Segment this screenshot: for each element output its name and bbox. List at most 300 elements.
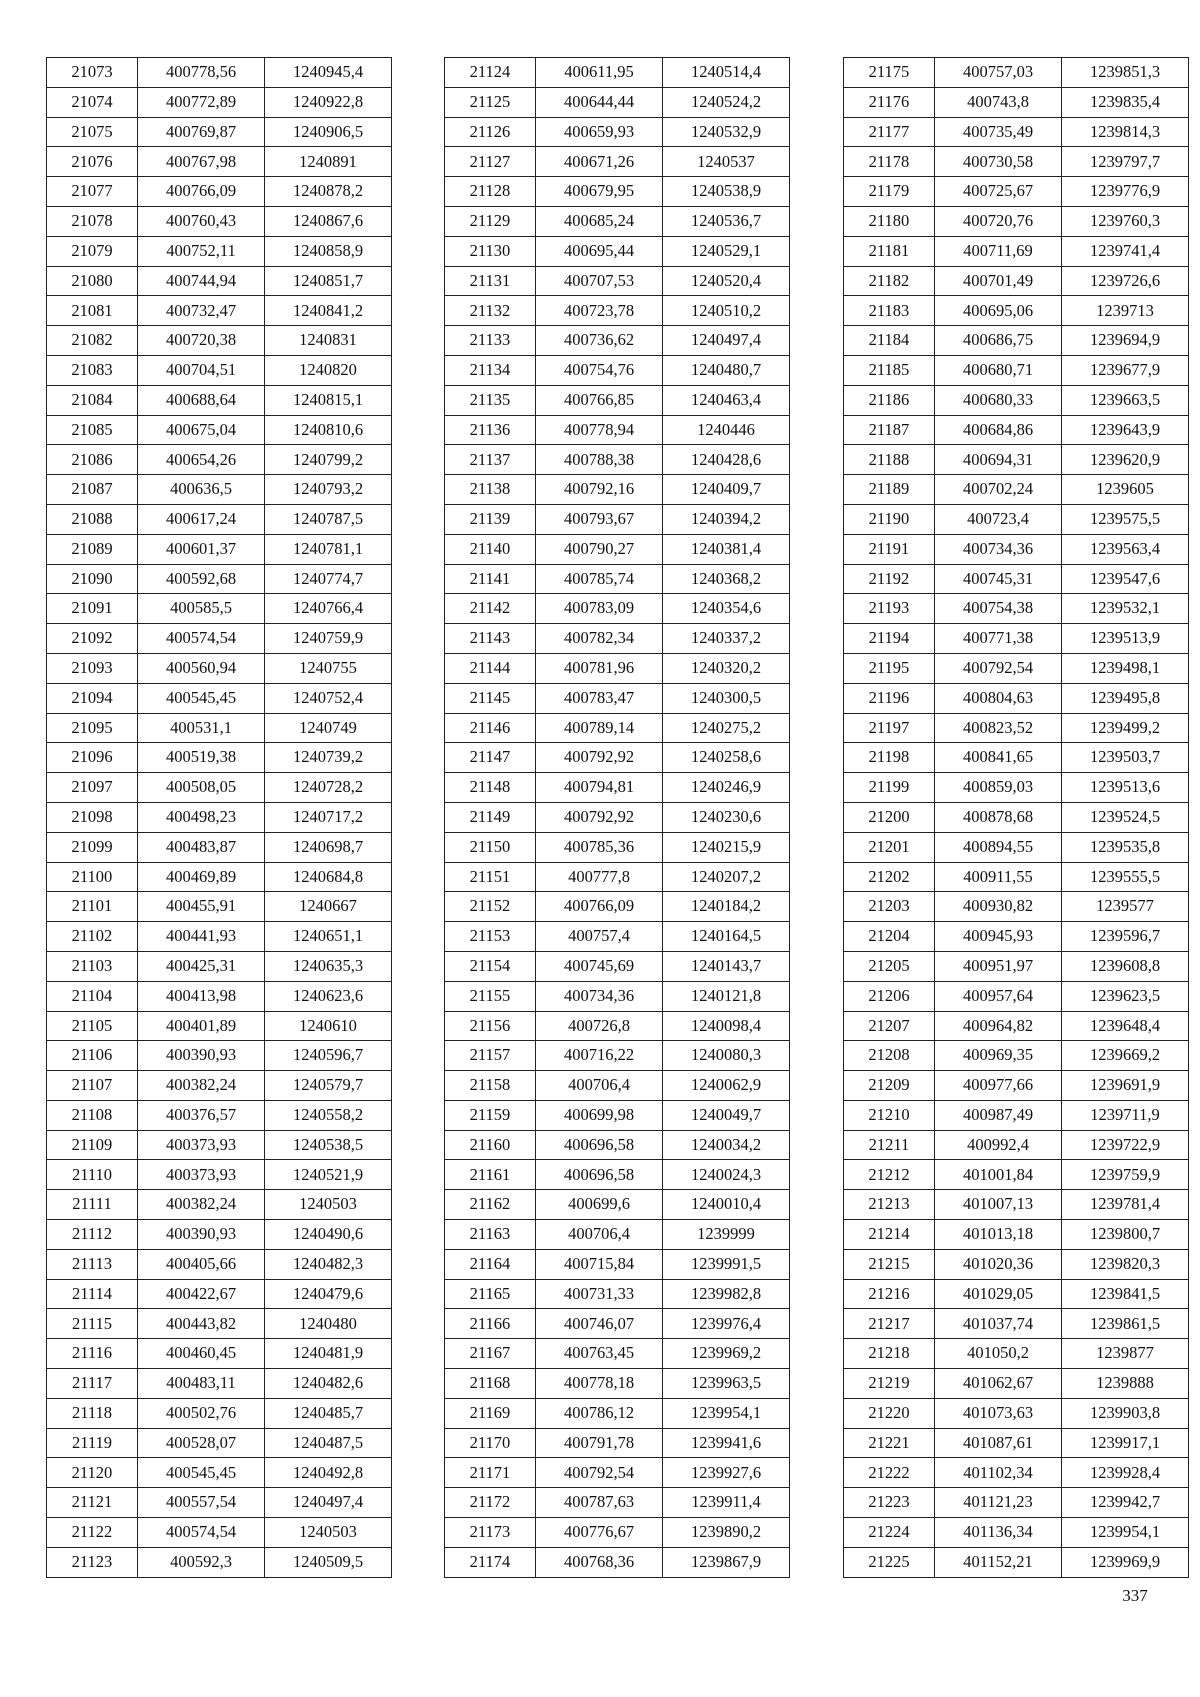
table-row (47, 922, 392, 952)
y-coordinate-cell: 1239969,9 (1062, 1547, 1189, 1577)
point-number-cell: 21212 (844, 1160, 935, 1190)
y-coordinate-cell: 1239722,9 (1062, 1130, 1189, 1160)
x-coordinate-cell: 400783,09 (536, 594, 663, 624)
x-coordinate-cell: 400617,24 (138, 504, 265, 534)
table-row (445, 355, 790, 385)
point-number-cell: 21154 (445, 951, 536, 981)
x-coordinate-cell: 400792,54 (536, 1458, 663, 1488)
table-row (445, 296, 790, 326)
x-coordinate-cell: 400585,5 (138, 594, 265, 624)
table-row (445, 1458, 790, 1488)
x-coordinate-cell: 400804,63 (935, 683, 1062, 713)
table-row (47, 862, 392, 892)
point-number-cell: 21209 (844, 1071, 935, 1101)
point-number-cell: 21108 (47, 1100, 138, 1130)
y-coordinate-cell: 1240482,3 (265, 1249, 392, 1279)
table-row (844, 117, 1189, 147)
table-row (47, 1041, 392, 1071)
y-coordinate-cell: 1239499,2 (1062, 713, 1189, 743)
y-coordinate-cell: 1239513,6 (1062, 773, 1189, 803)
table-row (844, 683, 1189, 713)
x-coordinate-cell: 400699,98 (536, 1100, 663, 1130)
table-row (445, 594, 790, 624)
point-number-cell: 21182 (844, 266, 935, 296)
y-coordinate-cell: 1239982,8 (663, 1279, 790, 1309)
y-coordinate-cell: 1240755 (265, 653, 392, 683)
x-coordinate-cell: 400699,6 (536, 1190, 663, 1220)
point-number-cell: 21129 (445, 206, 536, 236)
table-row (47, 206, 392, 236)
y-coordinate-cell: 1240558,2 (265, 1100, 392, 1130)
x-coordinate-cell: 400792,92 (536, 743, 663, 773)
table-row (844, 1428, 1189, 1458)
point-number-cell: 21113 (47, 1249, 138, 1279)
point-number-cell: 21118 (47, 1398, 138, 1428)
y-coordinate-cell: 1239776,9 (1062, 177, 1189, 207)
table-row (47, 1190, 392, 1220)
x-coordinate-cell: 400654,26 (138, 445, 265, 475)
table-row (47, 1428, 392, 1458)
table-row (844, 802, 1189, 832)
y-coordinate-cell: 1239928,4 (1062, 1458, 1189, 1488)
table-row (844, 1071, 1189, 1101)
y-coordinate-cell: 1240381,4 (663, 534, 790, 564)
x-coordinate-cell: 400732,47 (138, 296, 265, 326)
y-coordinate-cell: 1239861,5 (1062, 1309, 1189, 1339)
y-coordinate-cell: 1240820 (265, 355, 392, 385)
y-coordinate-cell: 1239694,9 (1062, 326, 1189, 356)
table-row (844, 326, 1189, 356)
point-number-cell: 21173 (445, 1518, 536, 1548)
table-row (47, 832, 392, 862)
table-row (47, 1071, 392, 1101)
x-coordinate-cell: 400716,22 (536, 1041, 663, 1071)
point-number-cell: 21117 (47, 1369, 138, 1399)
point-number-cell: 21126 (445, 117, 536, 147)
table-row (47, 773, 392, 803)
point-number-cell: 21202 (844, 862, 935, 892)
y-coordinate-cell: 1239596,7 (1062, 922, 1189, 952)
y-coordinate-cell: 1239503,7 (1062, 743, 1189, 773)
coordinate-table-body (445, 58, 790, 1578)
y-coordinate-cell: 1240246,9 (663, 773, 790, 803)
point-number-cell: 21088 (47, 504, 138, 534)
table-row (47, 266, 392, 296)
table-row (445, 1071, 790, 1101)
y-coordinate-cell: 1239677,9 (1062, 355, 1189, 385)
x-coordinate-cell: 401013,18 (935, 1220, 1062, 1250)
y-coordinate-cell: 1239820,3 (1062, 1249, 1189, 1279)
x-coordinate-cell: 400675,04 (138, 415, 265, 445)
y-coordinate-cell: 1239691,9 (1062, 1071, 1189, 1101)
x-coordinate-cell: 400696,58 (536, 1160, 663, 1190)
point-number-cell: 21214 (844, 1220, 935, 1250)
table-row (844, 564, 1189, 594)
x-coordinate-cell: 400731,33 (536, 1279, 663, 1309)
table-row (445, 653, 790, 683)
y-coordinate-cell: 1240368,2 (663, 564, 790, 594)
point-number-cell: 21109 (47, 1130, 138, 1160)
x-coordinate-cell: 401050,2 (935, 1339, 1062, 1369)
table-row (445, 1190, 790, 1220)
x-coordinate-cell: 400992,4 (935, 1130, 1062, 1160)
point-number-cell: 21127 (445, 147, 536, 177)
x-coordinate-cell: 400769,87 (138, 117, 265, 147)
x-coordinate-cell: 400964,82 (935, 1011, 1062, 1041)
y-coordinate-cell: 1240538,5 (265, 1130, 392, 1160)
y-coordinate-cell: 1239605 (1062, 475, 1189, 505)
table-row (47, 147, 392, 177)
x-coordinate-cell: 400786,12 (536, 1398, 663, 1428)
table-row (445, 713, 790, 743)
x-coordinate-cell: 400859,03 (935, 773, 1062, 803)
x-coordinate-cell: 400715,84 (536, 1249, 663, 1279)
x-coordinate-cell: 400734,36 (536, 981, 663, 1011)
coordinate-table-3 (843, 57, 1189, 1578)
x-coordinate-cell: 400744,94 (138, 266, 265, 296)
point-number-cell: 21128 (445, 177, 536, 207)
y-coordinate-cell: 1240752,4 (265, 683, 392, 713)
table-row (445, 951, 790, 981)
y-coordinate-cell: 1240851,7 (265, 266, 392, 296)
x-coordinate-cell: 400702,24 (935, 475, 1062, 505)
table-row (47, 236, 392, 266)
table-row (445, 1488, 790, 1518)
y-coordinate-cell: 1240497,4 (663, 326, 790, 356)
y-coordinate-cell: 1240337,2 (663, 624, 790, 654)
point-number-cell: 21168 (445, 1369, 536, 1399)
y-coordinate-cell: 1240121,8 (663, 981, 790, 1011)
table-row (844, 236, 1189, 266)
table-row (844, 206, 1189, 236)
y-coordinate-cell: 1240529,1 (663, 236, 790, 266)
x-coordinate-cell: 401007,13 (935, 1190, 1062, 1220)
y-coordinate-cell: 1240320,2 (663, 653, 790, 683)
point-number-cell: 21193 (844, 594, 935, 624)
point-number-cell: 21083 (47, 355, 138, 385)
table-row (445, 743, 790, 773)
point-number-cell: 21134 (445, 355, 536, 385)
table-row (445, 1100, 790, 1130)
point-number-cell: 21170 (445, 1428, 536, 1458)
x-coordinate-cell: 400734,36 (935, 534, 1062, 564)
coordinate-table-body (844, 58, 1189, 1578)
x-coordinate-cell: 400685,24 (536, 206, 663, 236)
x-coordinate-cell: 401020,36 (935, 1249, 1062, 1279)
point-number-cell: 21081 (47, 296, 138, 326)
point-number-cell: 21105 (47, 1011, 138, 1041)
table-row (445, 1011, 790, 1041)
x-coordinate-cell: 400545,45 (138, 1458, 265, 1488)
table-row (445, 981, 790, 1011)
x-coordinate-cell: 400405,66 (138, 1249, 265, 1279)
y-coordinate-cell: 1239760,3 (1062, 206, 1189, 236)
x-coordinate-cell: 400777,8 (536, 862, 663, 892)
point-number-cell: 21203 (844, 892, 935, 922)
y-coordinate-cell: 1240479,6 (265, 1279, 392, 1309)
table-row (47, 743, 392, 773)
x-coordinate-cell: 400787,63 (536, 1488, 663, 1518)
y-coordinate-cell: 1239841,5 (1062, 1279, 1189, 1309)
table-row (844, 773, 1189, 803)
y-coordinate-cell: 1239547,6 (1062, 564, 1189, 594)
x-coordinate-cell: 401152,21 (935, 1547, 1062, 1577)
x-coordinate-cell: 400611,95 (536, 58, 663, 88)
table-row (445, 773, 790, 803)
x-coordinate-cell: 400413,98 (138, 981, 265, 1011)
table-row (47, 415, 392, 445)
point-number-cell: 21216 (844, 1279, 935, 1309)
point-number-cell: 21200 (844, 802, 935, 832)
x-coordinate-cell: 400508,05 (138, 773, 265, 803)
x-coordinate-cell: 400560,94 (138, 653, 265, 683)
y-coordinate-cell: 1240034,2 (663, 1130, 790, 1160)
point-number-cell: 21104 (47, 981, 138, 1011)
x-coordinate-cell: 400766,09 (138, 177, 265, 207)
x-coordinate-cell: 400441,93 (138, 922, 265, 952)
point-number-cell: 21074 (47, 87, 138, 117)
table-row (47, 1369, 392, 1399)
x-coordinate-cell: 400636,5 (138, 475, 265, 505)
table-row (47, 296, 392, 326)
point-number-cell: 21179 (844, 177, 935, 207)
point-number-cell: 21102 (47, 922, 138, 952)
x-coordinate-cell: 400752,11 (138, 236, 265, 266)
y-coordinate-cell: 1239524,5 (1062, 802, 1189, 832)
point-number-cell: 21201 (844, 832, 935, 862)
point-number-cell: 21090 (47, 564, 138, 594)
table-row (445, 862, 790, 892)
x-coordinate-cell: 400736,62 (536, 326, 663, 356)
x-coordinate-cell: 400680,33 (935, 385, 1062, 415)
table-row (47, 951, 392, 981)
table-row (47, 1130, 392, 1160)
x-coordinate-cell: 400945,93 (935, 922, 1062, 952)
y-coordinate-cell: 1239498,1 (1062, 653, 1189, 683)
x-coordinate-cell: 400911,55 (935, 862, 1062, 892)
y-coordinate-cell: 1240480 (265, 1309, 392, 1339)
x-coordinate-cell: 400977,66 (935, 1071, 1062, 1101)
table-row (844, 1130, 1189, 1160)
table-row (47, 58, 392, 88)
x-coordinate-cell: 400382,24 (138, 1190, 265, 1220)
table-row (445, 385, 790, 415)
table-row (445, 326, 790, 356)
point-number-cell: 21101 (47, 892, 138, 922)
table-row (47, 355, 392, 385)
x-coordinate-cell: 400455,91 (138, 892, 265, 922)
x-coordinate-cell: 400778,18 (536, 1369, 663, 1399)
table-row (445, 892, 790, 922)
y-coordinate-cell: 1239669,2 (1062, 1041, 1189, 1071)
y-coordinate-cell: 1240610 (265, 1011, 392, 1041)
table-row (445, 1398, 790, 1428)
y-coordinate-cell: 1240258,6 (663, 743, 790, 773)
table-row (47, 326, 392, 356)
y-coordinate-cell: 1239969,2 (663, 1339, 790, 1369)
point-number-cell: 21217 (844, 1309, 935, 1339)
y-coordinate-cell: 1240510,2 (663, 296, 790, 326)
y-coordinate-cell: 1240514,4 (663, 58, 790, 88)
point-number-cell: 21119 (47, 1428, 138, 1458)
x-coordinate-cell: 400686,75 (935, 326, 1062, 356)
x-coordinate-cell: 400592,68 (138, 564, 265, 594)
table-row (844, 594, 1189, 624)
point-number-cell: 21103 (47, 951, 138, 981)
table-row (844, 922, 1189, 952)
x-coordinate-cell: 401001,84 (935, 1160, 1062, 1190)
point-number-cell: 21082 (47, 326, 138, 356)
point-number-cell: 21211 (844, 1130, 935, 1160)
y-coordinate-cell: 1239577 (1062, 892, 1189, 922)
point-number-cell: 21183 (844, 296, 935, 326)
point-number-cell: 21221 (844, 1428, 935, 1458)
x-coordinate-cell: 400557,54 (138, 1488, 265, 1518)
y-coordinate-cell: 1239877 (1062, 1339, 1189, 1369)
point-number-cell: 21206 (844, 981, 935, 1011)
point-number-cell: 21098 (47, 802, 138, 832)
x-coordinate-cell: 400720,38 (138, 326, 265, 356)
x-coordinate-cell: 400545,45 (138, 683, 265, 713)
y-coordinate-cell: 1240623,6 (265, 981, 392, 1011)
y-coordinate-cell: 1240503 (265, 1518, 392, 1548)
x-coordinate-cell: 400785,74 (536, 564, 663, 594)
table-row (445, 1249, 790, 1279)
x-coordinate-cell: 400422,67 (138, 1279, 265, 1309)
table-row (445, 922, 790, 952)
table-row (445, 475, 790, 505)
table-row (445, 177, 790, 207)
point-number-cell: 21175 (844, 58, 935, 88)
point-number-cell: 21150 (445, 832, 536, 862)
table-row (47, 1100, 392, 1130)
y-coordinate-cell: 1240354,6 (663, 594, 790, 624)
table-row (844, 355, 1189, 385)
point-number-cell: 21224 (844, 1518, 935, 1548)
x-coordinate-cell: 400696,58 (536, 1130, 663, 1160)
point-number-cell: 21194 (844, 624, 935, 654)
table-row (844, 1339, 1189, 1369)
table-row (844, 892, 1189, 922)
x-coordinate-cell: 401087,61 (935, 1428, 1062, 1458)
x-coordinate-cell: 400757,03 (935, 58, 1062, 88)
x-coordinate-cell: 400745,31 (935, 564, 1062, 594)
x-coordinate-cell: 400969,35 (935, 1041, 1062, 1071)
table-row (47, 624, 392, 654)
point-number-cell: 21106 (47, 1041, 138, 1071)
x-coordinate-cell: 400754,38 (935, 594, 1062, 624)
x-coordinate-cell: 400743,8 (935, 87, 1062, 117)
point-number-cell: 21078 (47, 206, 138, 236)
point-number-cell: 21156 (445, 1011, 536, 1041)
table-row (47, 385, 392, 415)
y-coordinate-cell: 1240275,2 (663, 713, 790, 743)
x-coordinate-cell: 400841,65 (935, 743, 1062, 773)
y-coordinate-cell: 1239648,4 (1062, 1011, 1189, 1041)
table-row (844, 1011, 1189, 1041)
y-coordinate-cell: 1240532,9 (663, 117, 790, 147)
y-coordinate-cell: 1240536,7 (663, 206, 790, 236)
point-number-cell: 21166 (445, 1309, 536, 1339)
y-coordinate-cell: 1240739,2 (265, 743, 392, 773)
x-coordinate-cell: 400574,54 (138, 624, 265, 654)
table-row (844, 624, 1189, 654)
x-coordinate-cell: 400401,89 (138, 1011, 265, 1041)
x-coordinate-cell: 400790,27 (536, 534, 663, 564)
x-coordinate-cell: 401073,63 (935, 1398, 1062, 1428)
y-coordinate-cell: 1240207,2 (663, 862, 790, 892)
y-coordinate-cell: 1239575,5 (1062, 504, 1189, 534)
y-coordinate-cell: 1240922,8 (265, 87, 392, 117)
table-row (844, 1547, 1189, 1577)
coordinate-table-body (47, 58, 392, 1578)
point-number-cell: 21080 (47, 266, 138, 296)
x-coordinate-cell: 400793,67 (536, 504, 663, 534)
table-row (47, 594, 392, 624)
x-coordinate-cell: 401136,34 (935, 1518, 1062, 1548)
table-row (445, 1130, 790, 1160)
x-coordinate-cell: 400788,38 (536, 445, 663, 475)
y-coordinate-cell: 1239814,3 (1062, 117, 1189, 147)
table-row (47, 475, 392, 505)
table-row (844, 743, 1189, 773)
table-row (445, 1160, 790, 1190)
table-row (844, 653, 1189, 683)
point-number-cell: 21115 (47, 1309, 138, 1339)
point-number-cell: 21131 (445, 266, 536, 296)
point-number-cell: 21133 (445, 326, 536, 356)
point-number-cell: 21132 (445, 296, 536, 326)
y-coordinate-cell: 1240781,1 (265, 534, 392, 564)
x-coordinate-cell: 400951,97 (935, 951, 1062, 981)
table-row (844, 1249, 1189, 1279)
point-number-cell: 21145 (445, 683, 536, 713)
x-coordinate-cell: 400592,3 (138, 1547, 265, 1577)
point-number-cell: 21187 (844, 415, 935, 445)
y-coordinate-cell: 1240766,4 (265, 594, 392, 624)
y-coordinate-cell: 1240497,4 (265, 1488, 392, 1518)
x-coordinate-cell: 400382,24 (138, 1071, 265, 1101)
x-coordinate-cell: 401121,23 (935, 1488, 1062, 1518)
table-row (844, 266, 1189, 296)
x-coordinate-cell: 401062,67 (935, 1369, 1062, 1399)
table-row (445, 683, 790, 713)
y-coordinate-cell: 1240841,2 (265, 296, 392, 326)
point-number-cell: 21084 (47, 385, 138, 415)
point-number-cell: 21177 (844, 117, 935, 147)
point-number-cell: 21142 (445, 594, 536, 624)
point-number-cell: 21225 (844, 1547, 935, 1577)
x-coordinate-cell: 400688,64 (138, 385, 265, 415)
point-number-cell: 21186 (844, 385, 935, 415)
table-row (47, 177, 392, 207)
x-coordinate-cell: 400443,82 (138, 1309, 265, 1339)
point-number-cell: 21120 (47, 1458, 138, 1488)
table-row (844, 504, 1189, 534)
x-coordinate-cell: 400531,1 (138, 713, 265, 743)
point-number-cell: 21155 (445, 981, 536, 1011)
point-number-cell: 21167 (445, 1339, 536, 1369)
table-row (445, 236, 790, 266)
y-coordinate-cell: 1240164,5 (663, 922, 790, 952)
point-number-cell: 21112 (47, 1220, 138, 1250)
table-row (445, 147, 790, 177)
point-number-cell: 21114 (47, 1279, 138, 1309)
x-coordinate-cell: 400766,85 (536, 385, 663, 415)
table-row (844, 1518, 1189, 1548)
y-coordinate-cell: 1240815,1 (265, 385, 392, 415)
x-coordinate-cell: 400794,81 (536, 773, 663, 803)
